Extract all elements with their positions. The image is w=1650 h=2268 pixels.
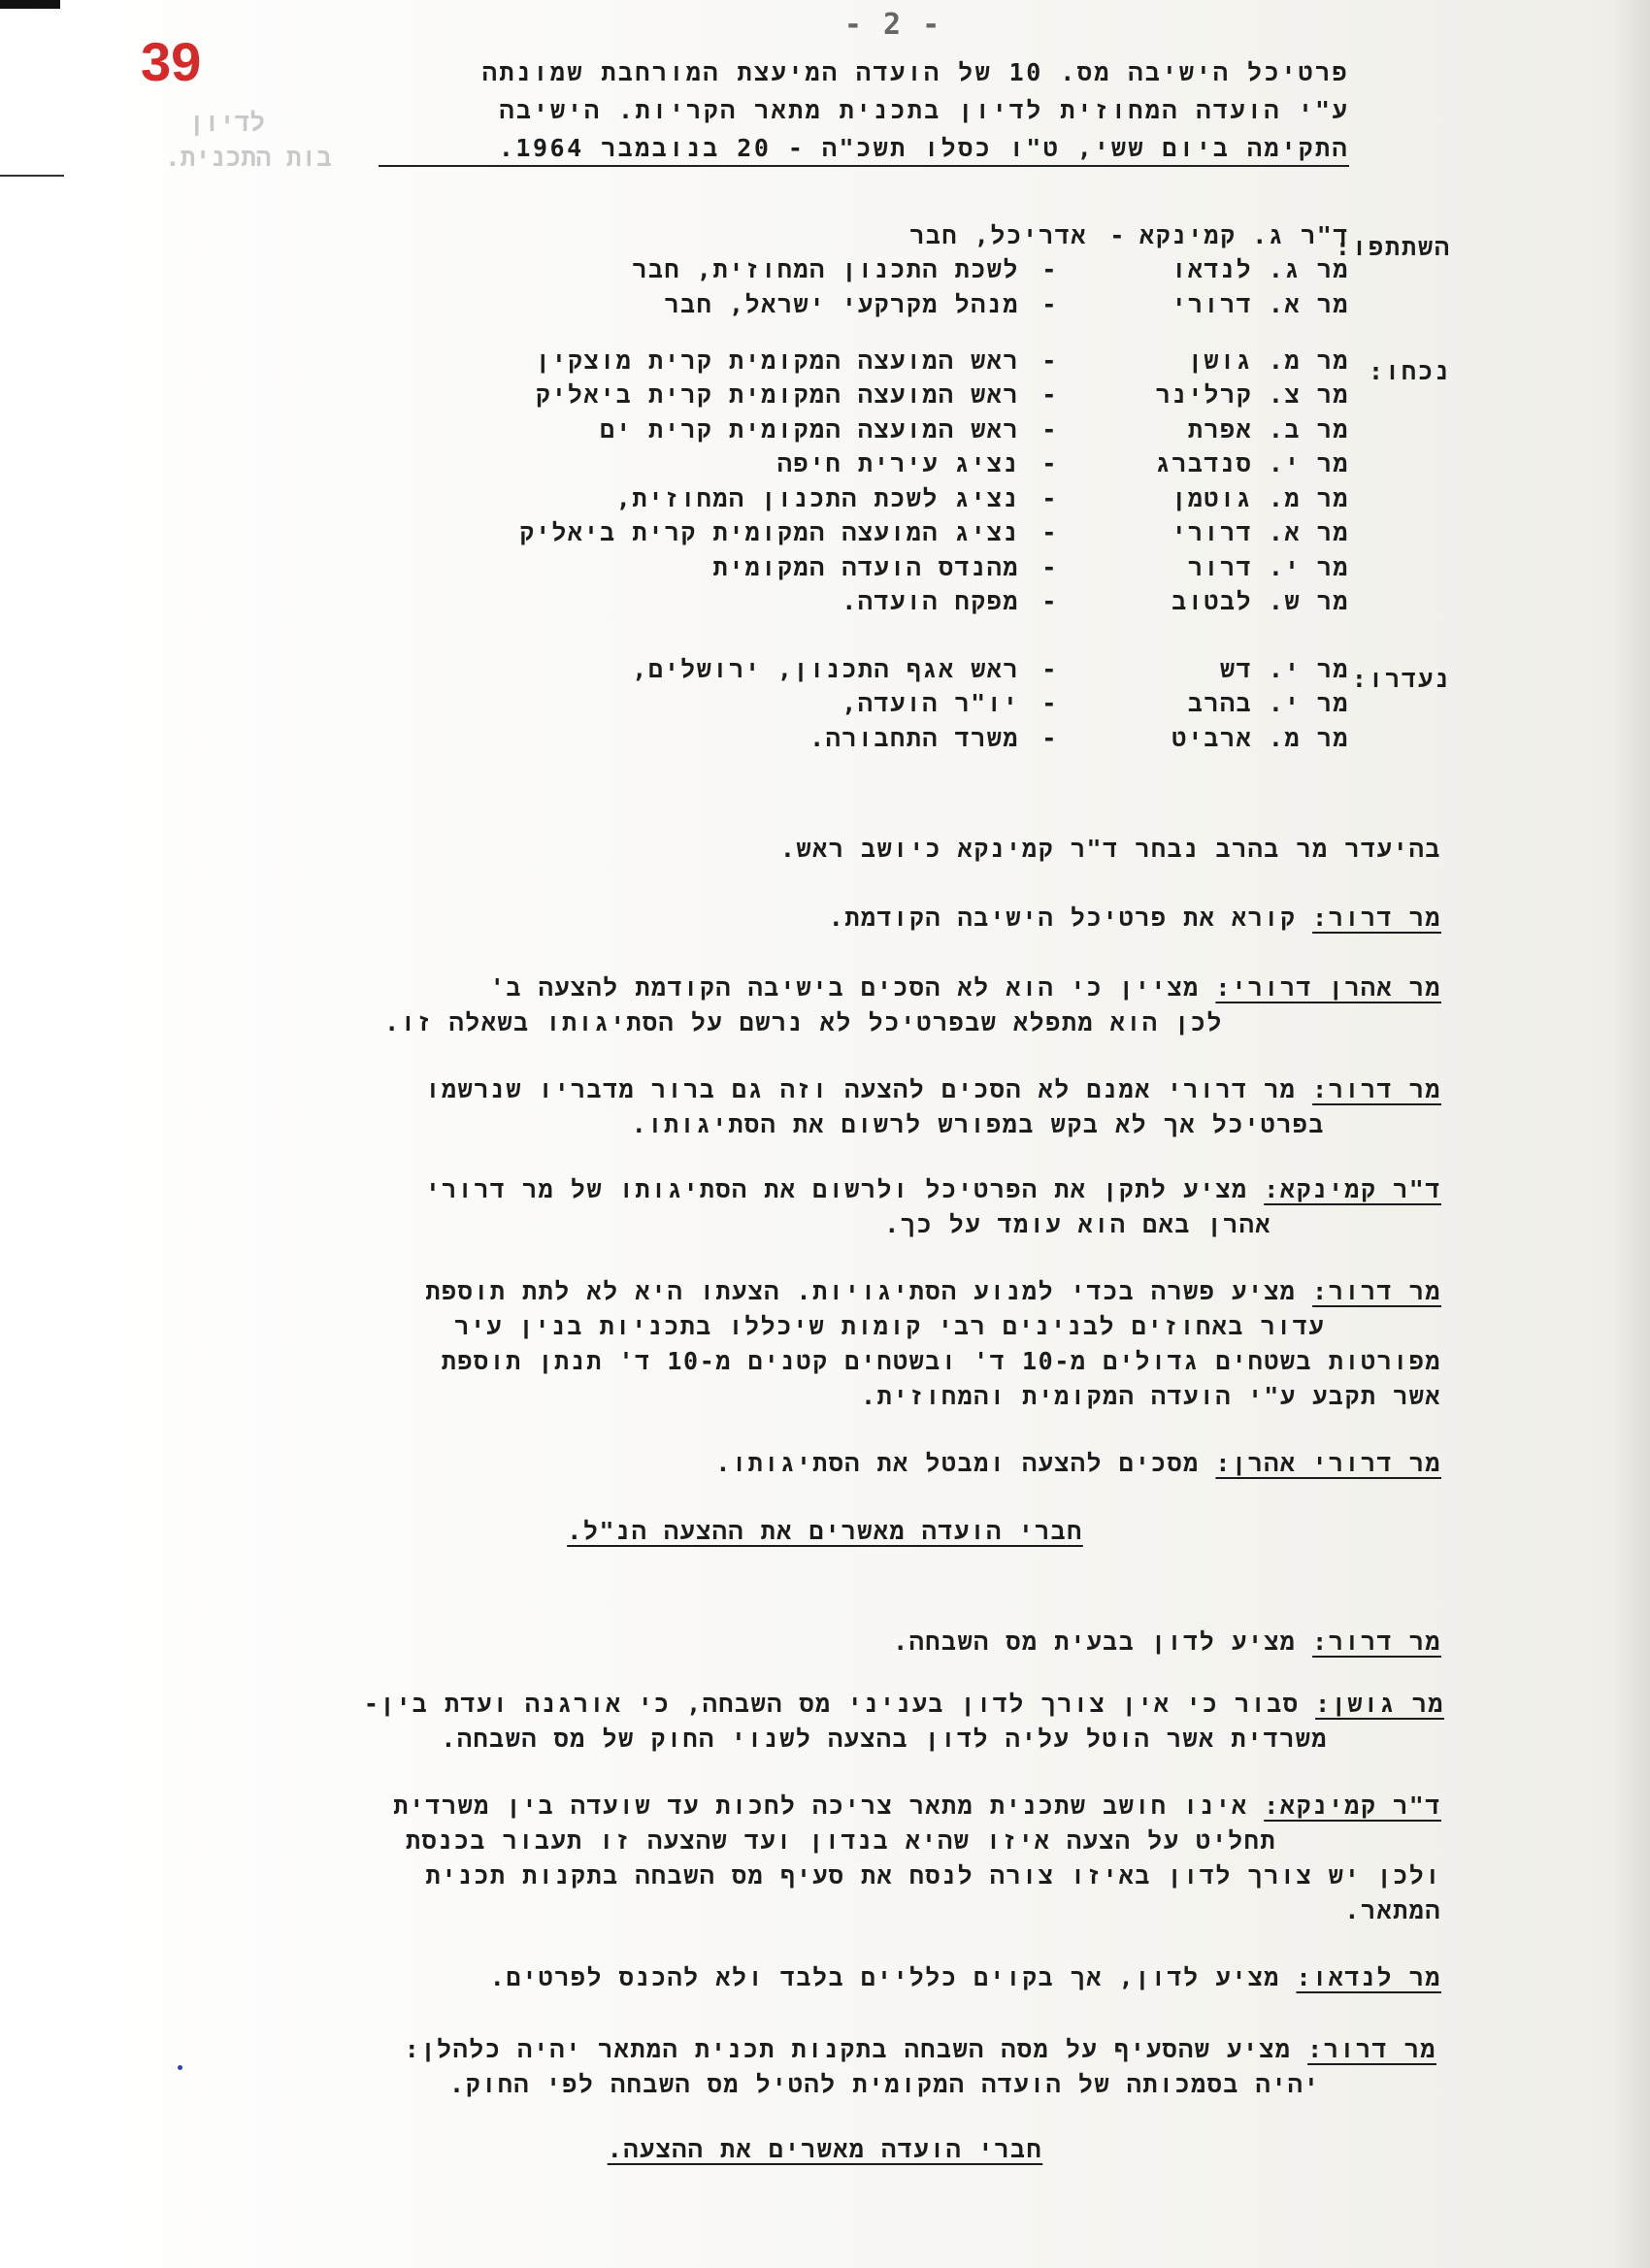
speaker-name: מר גושן: xyxy=(1315,1690,1444,1718)
minutes-text: ולכן יש צורך לדון באיזו צורה לנסח את סעיף מס השבחה בתקנות תכנית xyxy=(425,1861,1441,1890)
list-item xyxy=(379,587,1349,622)
dash: - xyxy=(1041,724,1058,752)
minutes-entry xyxy=(170,970,1441,1040)
dash: - xyxy=(1041,518,1058,546)
chair-note: בהיעדר מר בהרב נבחר ד"ר קמינקא כיושב ראש. xyxy=(779,835,1441,863)
speaker-name: מר דרור: xyxy=(1312,1277,1441,1305)
list-item xyxy=(379,655,1349,690)
bleed-through-text: לדיון xyxy=(189,109,266,138)
present-name: מר א. דרורי xyxy=(1172,518,1349,546)
dash: - xyxy=(1109,221,1126,249)
present-name: מר מ. גושן xyxy=(1187,346,1349,375)
present-role: מהנדס הועדה המקומית xyxy=(712,553,1019,581)
corner-mark xyxy=(0,0,60,9)
minutes-entry xyxy=(170,901,1441,936)
dash: - xyxy=(1041,484,1058,512)
dash: - xyxy=(1041,255,1058,283)
attendee-role: לשכת התכנון המחוזית, חבר xyxy=(632,255,1019,283)
resolution-text: חברי הועדה מאשרים את ההצעה הנ"ל. xyxy=(567,1517,1083,1545)
present-role: ראש המועצה המקומית קרית מוצקין xyxy=(535,346,1019,375)
minutes-entry xyxy=(170,1960,1441,1995)
list-item xyxy=(379,553,1349,588)
present-name: מר י. סנדברג xyxy=(1155,449,1349,477)
dash: - xyxy=(1041,415,1058,444)
absent-name: מר י. דש xyxy=(1220,655,1349,683)
dash: - xyxy=(1041,553,1058,581)
page-number: - 2 - xyxy=(843,8,942,42)
minutes-text: מציע לתקן את הפרטיכל ולרשום את הסתיגותו של מר דרורי xyxy=(425,1175,1248,1203)
minutes-entry xyxy=(124,1687,1444,1757)
speaker-name: ד"ר קמינקא: xyxy=(1264,1175,1441,1203)
minutes-text: מר דרורי אמנם לא הסכים להצעה וזה גם ברור מדבריו שנרשמו xyxy=(425,1075,1297,1103)
minutes-text: מציין כי הוא לא הסכים בישיבה הקודמת להצעה ב' xyxy=(489,973,1200,1002)
present-role: ראש המועצה המקומית קרית ים xyxy=(600,415,1019,444)
present-role: נציג עירית חיפה xyxy=(776,449,1019,477)
minutes-text: מציע לדון, אך בקוים כלליים בלבד ולא להכנס לפרטים. xyxy=(489,1963,1280,1991)
dash: - xyxy=(1041,449,1058,477)
dash: - xyxy=(1041,380,1058,409)
minutes-text: מציע לדון בבעית מס השבחה. xyxy=(893,1627,1297,1656)
minutes-text: אהרן באם הוא עומד על כך. xyxy=(884,1210,1271,1238)
present-name: מר ב. אפרת xyxy=(1187,415,1349,444)
minutes-text: יהיה בסמכותה של הועדה המקומית להטיל מס השבחה לפי החוק. xyxy=(448,2070,1320,2098)
absent-label: נעדרו: xyxy=(1351,665,1451,693)
minutes-text: תחליט על הצעה איזו שהיא בנדון ועד שהצעה זו תעבור בכנסת xyxy=(405,1826,1276,1855)
minutes-text: עדור באחוזים לבנינים רבי קומות שיכללו בתכניות בנין עיר xyxy=(454,1312,1325,1340)
list-item xyxy=(379,221,1349,256)
attendee-name: מר א. דרורי xyxy=(1172,290,1349,318)
present-role: נציג המועצה המקומית קרית ביאליק xyxy=(519,518,1019,546)
dash: - xyxy=(1041,689,1058,717)
list-item xyxy=(379,290,1349,325)
minutes-text: מפורטות בשטחים גדולים מ-10 ד' ובשטחים קטנים מ-10 ד' תנתן תוספת xyxy=(441,1347,1441,1375)
header-line: ע"י הועדה המחוזית לדיון בתכנית מתאר הקריות. הישיבה xyxy=(499,96,1349,124)
list-item xyxy=(379,724,1349,759)
present-name: מר צ. קרלינר xyxy=(1155,380,1349,409)
ink-dot xyxy=(178,2065,182,2070)
minutes-text: אינו חושב שתכנית מתאר צריכה לחכות עד שועדה בין משרדית xyxy=(393,1791,1248,1820)
present-name: מר י. דרור xyxy=(1187,553,1349,581)
present-name: מר ש. לבטוב xyxy=(1172,587,1349,615)
page-edge-shadow xyxy=(1611,0,1650,2268)
list-item xyxy=(379,380,1349,415)
minutes-entry xyxy=(170,1172,1441,1242)
dash: - xyxy=(1041,587,1058,615)
present-label: נכחו: xyxy=(1368,357,1451,385)
speaker-name: מר דרור: xyxy=(1307,2035,1436,2063)
speaker-name: מר דרורי אהרן: xyxy=(1215,1449,1441,1477)
resolution-text: חברי הועדה מאשרים את ההצעה. xyxy=(607,2135,1043,2163)
list-item xyxy=(379,689,1349,724)
minutes-text: מציע פשרה בכדי למנוע הסתיגויות. הצעתו היא לא לתת תוספת xyxy=(425,1277,1297,1305)
minutes-text: בפרטיכל אך לא בקש במפורש לרשום את הסתיגותו. xyxy=(631,1110,1325,1138)
speaker-name: מר אהרן דרורי: xyxy=(1215,973,1441,1002)
minutes-text: המתאר. xyxy=(1344,1896,1441,1924)
present-role: מפקח הועדה. xyxy=(842,587,1019,615)
speaker-name: ד"ר קמינקא: xyxy=(1264,1791,1441,1820)
minutes-text: קורא את פרטיכל הישיבה הקודמת. xyxy=(828,904,1297,932)
minutes-entry xyxy=(170,1274,1441,1414)
list-item xyxy=(379,518,1349,553)
present-name: מר מ. גוטמן xyxy=(1172,484,1349,512)
speaker-name: מר דרור: xyxy=(1312,1075,1441,1103)
absent-role: ראש אגף התכנון, ירושלים, xyxy=(632,655,1019,683)
list-item xyxy=(379,415,1349,450)
speaker-name: מר לנדאו: xyxy=(1296,1963,1441,1991)
minutes-text: סבור כי אין צורך לדון בעניני מס השבחה, כי אורגנה ועדת בין- xyxy=(363,1690,1300,1718)
absent-name: מר י. בהרב xyxy=(1187,689,1349,717)
present-role: ראש המועצה המקומית קרית ביאליק xyxy=(535,380,1019,409)
minutes-text: אשר תקבע ע"י הועדה המקומית והמחוזית. xyxy=(860,1382,1441,1410)
list-item xyxy=(379,484,1349,519)
list-item xyxy=(379,449,1349,484)
speaker-name: מר דרור: xyxy=(1312,904,1441,932)
attendee-name: ד"ר ג. קמינקא xyxy=(1138,221,1349,249)
attendees-label: השתתפו: xyxy=(1335,233,1451,261)
document-header xyxy=(379,53,1349,167)
resolution xyxy=(0,1517,1650,1547)
folio-number: 39 xyxy=(141,31,202,92)
attendee-role: מנהל מקרקעי ישראל, חבר xyxy=(664,290,1019,318)
attendee-role: אדריכל, חבר xyxy=(909,221,1087,249)
bleed-through-text: בות התכנית. xyxy=(165,144,332,173)
minutes-entry xyxy=(170,1072,1441,1142)
speaker-name: מר דרור: xyxy=(1312,1627,1441,1656)
minutes-entry xyxy=(165,2032,1436,2102)
header-underline xyxy=(379,165,1349,167)
minutes-entry xyxy=(121,1789,1441,1928)
minutes-entry xyxy=(170,1625,1441,1660)
list-item xyxy=(379,346,1349,381)
minutes-text: לכן הוא מתפלא שבפרטיכל לא נרשם על הסתיגותו בשאלה זו. xyxy=(384,1008,1223,1036)
minutes-text: מציע שהסעיף על מסה השבחה בתקנות תכנית המתאר יהיה כלהלן: xyxy=(404,2035,1292,2063)
absent-name: מר מ. ארביט xyxy=(1172,724,1349,752)
absent-role: יו"ר הועדה, xyxy=(842,689,1019,717)
margin-mark xyxy=(0,175,64,177)
present-role: נציג לשכת התכנון המחוזית, xyxy=(615,484,1019,512)
resolution xyxy=(0,2135,1650,2165)
header-line: התקימה ביום ששי, ט"ו כסלו תשכ"ה - 20 בנובמבר 1964. xyxy=(498,134,1349,162)
minutes-text: משרדית אשר הוטל עליה לדון בהצעה לשנוי החוק של מס השבחה. xyxy=(441,1725,1328,1753)
list-item xyxy=(379,255,1349,290)
minutes-entry xyxy=(170,1446,1441,1481)
dash: - xyxy=(1041,290,1058,318)
absent-role: משרד התחבורה. xyxy=(809,724,1019,752)
header-line: פרטיכל הישיבה מס. 10 של הועדה המיעצת המורחבת שמונתה xyxy=(481,58,1349,86)
minutes-text: מסכים להצעה ומבטל את הסתיגותו. xyxy=(715,1449,1200,1477)
dash: - xyxy=(1041,346,1058,375)
dash: - xyxy=(1041,655,1058,683)
attendee-name: מר ג. לנדאו xyxy=(1172,255,1349,283)
